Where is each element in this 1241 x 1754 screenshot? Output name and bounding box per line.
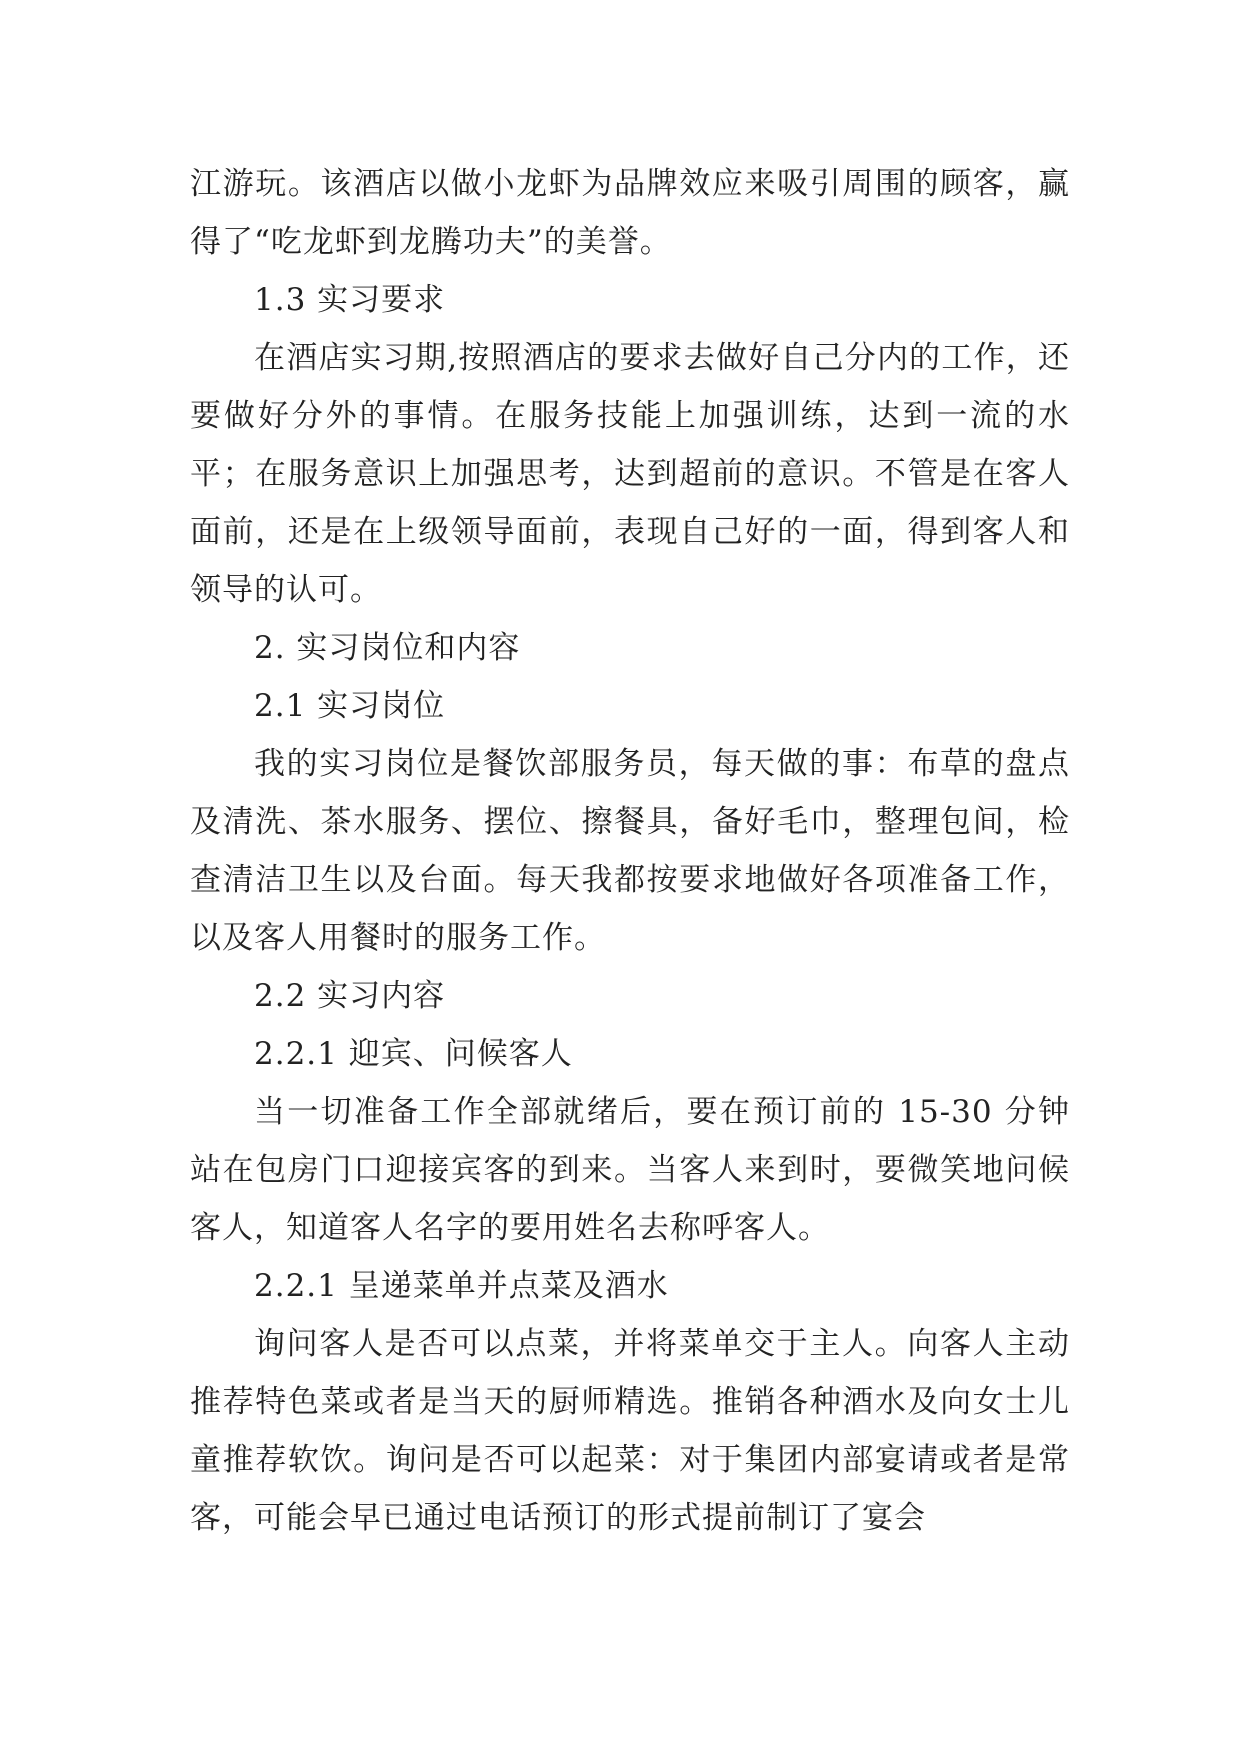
paragraph-intro: 江游玩。该酒店以做小龙虾为品牌效应来吸引周围的顾客，赢得了“吃龙虾到龙腾功夫”的美誉。 (190, 166, 1070, 260)
paragraph-greeting: 当一切准备工作全部就绪后，要在预订前的 15-30 分钟站在包房门口迎接宾客的到来。当客人来到时，要微笑地问候客人，知道客人名字的要用姓名去称呼客人。 (190, 1094, 1070, 1246)
paragraph-requirements: 在酒店实习期,按照酒店的要求去做好自己分内的工作，还要做好分外的事情。在服务技能上加强训练，达到一流的水平；在服务意识上加强思考，达到超前的意识。不管是在客人面前，还是在上级领导面前，表现自己好的一面，得到客人和领导的认可。 (190, 340, 1070, 608)
document-body (190, 155, 1070, 1547)
heading-2-1: 2.1 实习岗位 (254, 688, 446, 724)
heading-1-3: 1.3 实习要求 (254, 282, 446, 318)
paragraph-menu: 询问客人是否可以点菜，并将菜单交于主人。向客人主动推荐特色菜或者是当天的厨师精选。推销各种酒水及向女士儿童推荐软饮。询问是否可以起菜：对于集团内部宴请或者是常客，可能会早已通过电话预订的形式提前制订了宴会 (190, 1326, 1070, 1536)
heading-2-2-1-menu: 2.2.1 呈递菜单并点菜及酒水 (254, 1268, 669, 1304)
heading-2: 2. 实习岗位和内容 (254, 630, 521, 666)
heading-2-2: 2.2 实习内容 (254, 978, 446, 1014)
paragraph-position: 我的实习岗位是餐饮部服务员，每天做的事：布草的盘点及清洗、茶水服务、摆位、擦餐具，备好毛巾，整理包间，检查清洁卫生以及台面。每天我都按要求地做好各项准备工作，以及客人用餐时的服务工作。 (190, 746, 1070, 956)
heading-2-2-1-greeting: 2.2.1 迎宾、问候客人 (254, 1036, 573, 1072)
